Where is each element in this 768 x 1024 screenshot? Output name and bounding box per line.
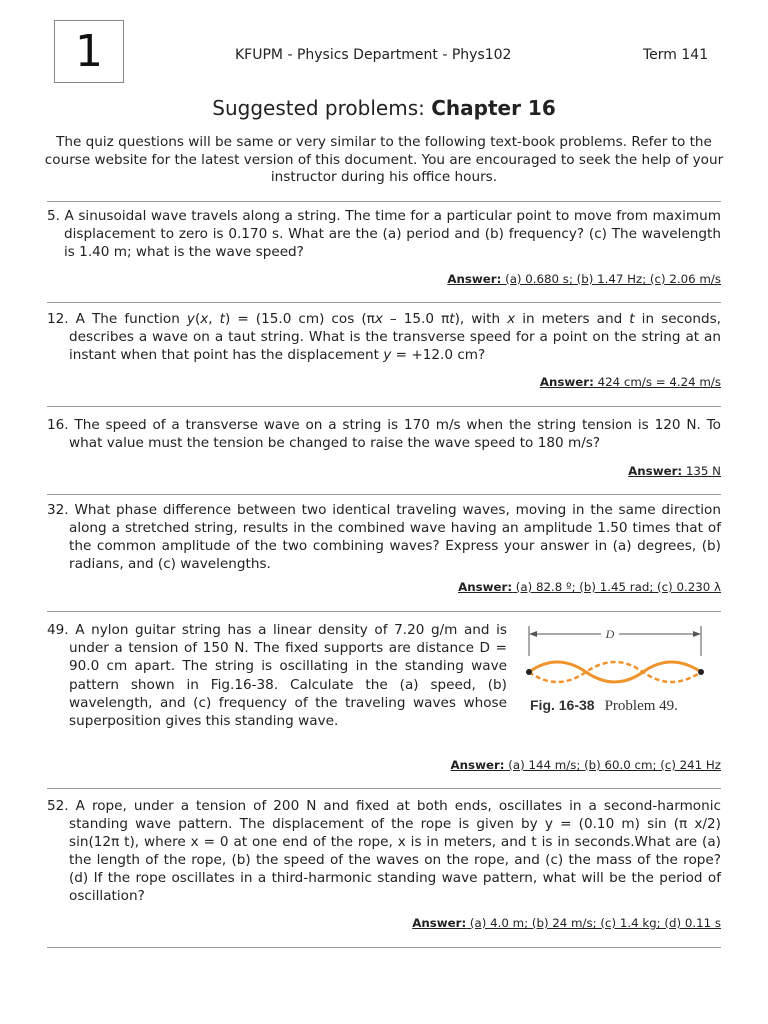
answer-49 [451, 758, 721, 772]
answer-value: 135 N [682, 464, 721, 478]
problem-12: 12. A The function y(x, t) = (15.0 cm) cos (πx – 15.0 πt), with x in meters and t in seconds, describes a wave on a taut string. What is the transverse speed for a point on the string at an instant when that point has the displacement y = +12.0 cm? [47, 311, 721, 363]
divider [47, 494, 721, 495]
answer-value: (a) 82.8 º; (b) 1.45 rad; (c) 0.230 λ [512, 580, 721, 594]
answer-label: Answer: [447, 272, 502, 286]
answer-12 [540, 375, 721, 389]
divider [47, 611, 721, 612]
problem-52: 52. A rope, under a tension of 200 N and fixed at both ends, oscillates in a second-harmonic standing wave pattern. The displacement of the rope is given by y = (0.10 m) sin (π x/2) sin(12π t), where x = 0 at one end of the rope, x is in meters, and t is in seconds.What are (a) the length of the rope, (b) the speed of the waves on the rope, and (c) the mass of the rope? (d) If the rope oscillates in a third-harmonic standing wave pattern, what will be the period of oscillation? [47, 798, 721, 904]
figure-caption [530, 697, 678, 715]
problem-32: 32. What phase difference between two identical traveling waves, moving in the same direction along a stretched string, results in the combined wave having an amplitude 1.50 times that of the common amplitude of the two combining waves? Express your answer in (a) degrees, (b) radians, and (c) wavelengths. [47, 502, 721, 572]
answer-value: (a) 4.0 m; (b) 24 m/s; (c) 1.4 kg; (d) 0.11 s [466, 916, 721, 930]
dimension-label: D [605, 627, 615, 641]
page-number: 1 [75, 26, 103, 77]
divider [47, 302, 721, 303]
answer-label: Answer: [628, 464, 683, 478]
problem-5: 5. A sinusoidal wave travels along a string. The time for a particular point to move from maximum displacement to zero is 0.170 s. What are the (a) period and (b) frequency? (c) The wavelength is 1.40 m; what is the wave speed? [47, 208, 721, 260]
support-right [698, 669, 704, 675]
header-term: Term 141 [643, 47, 709, 63]
header-course: KFUPM - Physics Department - Phys102 [235, 47, 512, 63]
divider [47, 788, 721, 789]
figure-number: Fig. 16-38 [530, 697, 595, 713]
answer-value: 424 cm/s = 4.24 m/s [593, 375, 721, 389]
problem-49: 49. A nylon guitar string has a linear density of 7.20 g/m and is under a tension of 150 N. The fixed supports are distance D = 90.0 cm apart. The string is oscillating in the standing wave pattern shown in Fig.16-38. Calculate the (a) speed, (b) wavelength, and (c) frequency of the traveling waves whose superposition gives this standing wave. [47, 622, 507, 730]
title-prefix: Suggested problems: [212, 96, 432, 120]
support-left [526, 669, 532, 675]
answer-label: Answer: [412, 916, 467, 930]
divider [47, 947, 721, 948]
wave-dashed [529, 662, 701, 682]
answer-label: Answer: [450, 758, 505, 772]
answer-label: Answer: [458, 580, 513, 594]
answer-52 [412, 916, 721, 930]
wave-solid [529, 662, 701, 682]
answer-value: (a) 0.680 s; (b) 1.47 Hz; (c) 2.06 m/s [501, 272, 721, 286]
page-number-box [54, 20, 124, 83]
answer-16 [628, 464, 721, 478]
intro-paragraph: The quiz questions will be same or very similar to the following text-book problems. Refer to the course website for the latest version of this document. You are encouraged to seek the help of your instructor during his office hours. [44, 134, 724, 185]
page-title [0, 96, 768, 120]
answer-value: (a) 144 m/s; (b) 60.0 cm; (c) 241 Hz [504, 758, 721, 772]
title-chapter: Chapter 16 [431, 96, 556, 120]
figure-problem: Problem 49. [604, 698, 678, 714]
divider [47, 201, 721, 202]
answer-32 [458, 580, 721, 594]
problem-16: 16. The speed of a transverse wave on a string is 170 m/s when the string tension is 120 N. To what value must the tension be changed to raise the wave speed to 180 m/s? [47, 417, 721, 451]
divider [47, 406, 721, 407]
answer-5 [447, 272, 721, 286]
answer-label: Answer: [539, 375, 594, 389]
